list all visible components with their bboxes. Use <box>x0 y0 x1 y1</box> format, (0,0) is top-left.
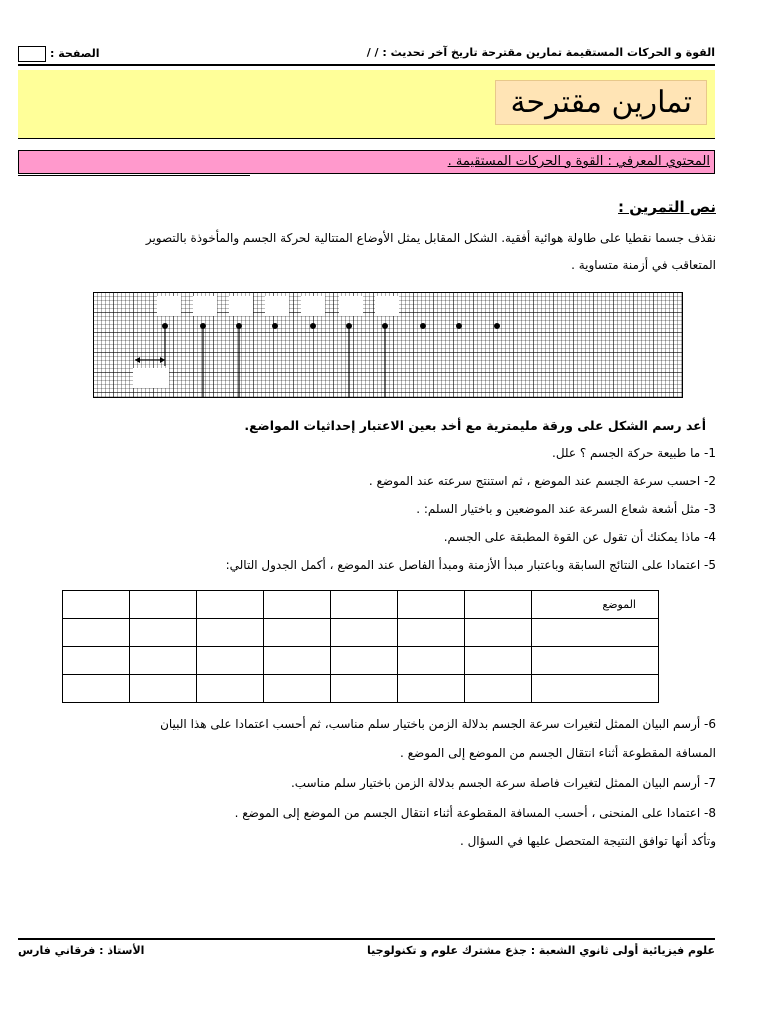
exercise-heading: نص التمرين : <box>618 198 716 216</box>
position-dot <box>272 323 278 329</box>
page-title: تمارين مقترحة <box>495 80 707 125</box>
position-dot <box>382 323 388 329</box>
question-3: 3- مثل أشعة شعاع السرعة عند الموضعين و باختيار السلم: . <box>416 502 716 516</box>
content-strip-text: المحتوي المعرفي : القوة و الحركات المستقيمة . <box>447 154 710 169</box>
table-row <box>63 647 659 675</box>
position-dot <box>310 323 316 329</box>
footer-teacher: الأستاذ : فرقاني فارس <box>18 944 145 957</box>
question-8-line-1: 8- اعتمادا على المنحنى ، أحسب المسافة المقطوعة أثناء انتقال الجسم من الموضع إلى الموضع . <box>234 806 716 820</box>
table-row <box>63 675 659 703</box>
table-row <box>63 619 659 647</box>
position-dot <box>456 323 462 329</box>
question-5: 5- اعتمادا على النتائج السابقة وباعتبار مبدأ الأزمنة ومبدأ الفاصل عند الموضع ، أكمل الجدول التالي: <box>225 558 716 572</box>
page-number-label <box>18 46 99 62</box>
position-dot <box>236 323 242 329</box>
question-6-line-2: المسافة المقطوعة أثناء انتقال الجسم من الموضع إلى الموضع . <box>400 746 716 760</box>
intro-line-1: نقذف جسما نقطيا على طاولة هوائية أفقية. الشكل المقابل يمثل الأوضاع المتتالية لحركة الجسم والمأخوذة بالتصوير <box>145 231 716 245</box>
content-strip <box>18 150 715 174</box>
page-label: الصفحة : <box>50 47 100 60</box>
title-banner <box>18 70 715 139</box>
instruction-text: أعد رسم الشكل على ورقة مليمترية مع أخد بعين الاعتبار إحداثيات المواضع. <box>244 418 706 433</box>
footer-course-info: علوم فيزيائية أولى ثانوي الشعبة : جذع مشترك علوم و تكنولوجيا <box>367 944 715 957</box>
label-box <box>301 296 325 316</box>
position-dot <box>494 323 500 329</box>
position-dot <box>200 323 206 329</box>
label-box <box>157 296 181 316</box>
page-number-box <box>18 46 46 62</box>
label-box <box>375 296 399 316</box>
table-row-label: الموضع <box>532 591 659 619</box>
position-dot <box>162 323 168 329</box>
label-box <box>265 296 289 316</box>
header-title: القوة و الحركات المستقيمة تمارين مقترحة تاريخ آخر تحديث : / / <box>366 46 715 59</box>
position-dot <box>420 323 426 329</box>
table-row <box>63 591 659 619</box>
motion-grid-figure <box>93 292 683 398</box>
question-6-line-1: 6- أرسم البيان الممثل لتغيرات سرعة الجسم بدلالة الزمن باختيار سلم مناسب، ثم أحسب اعتمادا على هذا البيان <box>160 717 716 731</box>
question-7: 7- أرسم البيان الممثل لتغيرات فاصلة سرعة الجسم بدلالة الزمن باختيار سلم مناسب. <box>290 776 716 790</box>
divider-line <box>18 175 250 176</box>
page-footer <box>18 938 715 960</box>
label-box <box>339 296 363 316</box>
label-box <box>133 368 169 388</box>
label-box <box>229 296 253 316</box>
position-dot <box>346 323 352 329</box>
label-box <box>193 296 217 316</box>
question-1: 1- ما طبيعة حركة الجسم ؟ علل. <box>552 446 716 460</box>
intro-line-2: المتعاقب في أزمنة متساوية . <box>571 258 716 272</box>
question-2: 2- احسب سرعة الجسم عند الموضع ، ثم استنتج سرعته عند الموضع . <box>368 474 716 488</box>
question-8-line-2: وتأكد أنها توافق النتيجة المتحصل عليها في السؤال . <box>459 834 716 848</box>
page-header <box>18 44 715 66</box>
positions-table <box>62 590 659 703</box>
question-4: 4- ماذا يمكنك أن تقول عن القوة المطبقة على الجسم. <box>443 530 716 544</box>
